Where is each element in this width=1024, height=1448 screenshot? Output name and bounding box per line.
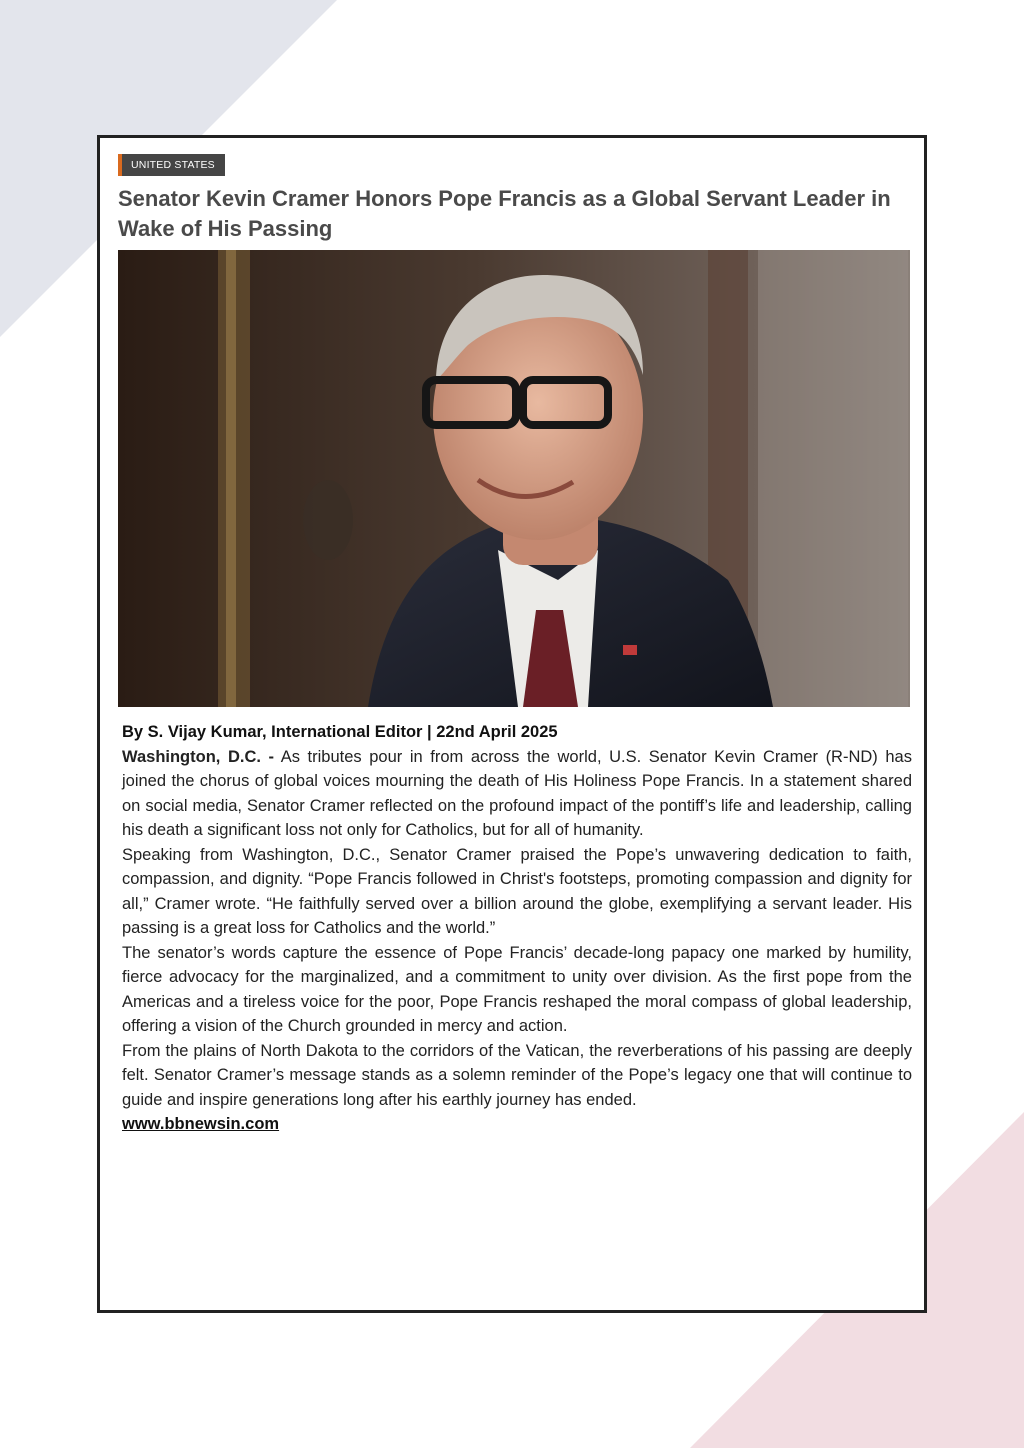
article-paragraph (122, 745, 912, 843)
senator-portrait-photo (118, 250, 910, 707)
article-paragraph: Speaking from Washington, D.C., Senator Cramer praised the Pope’s unwavering dedication to faith, compassion, and dignity. “Pope Francis followed in Christ's footsteps, promoting compassion and dignity for all,” Cramer wrote. “He faithfully served over a billion around the globe, exemplifying a servant leader. His passing is a great loss for Catholics and the world.” (122, 845, 912, 937)
article-paragraph: From the plains of North Dakota to the corridors of the Vatican, the reverberations of his passing are deeply felt. Senator Cramer’s message stands as a solemn reminder of the Pope’s legacy one that will continue to guide and inspire generations long after his earthly journey has ended. (122, 1041, 912, 1109)
headline: Senator Kevin Cramer Honors Pope Francis as a Global Servant Leader in Wake of His Passing (118, 186, 891, 241)
website-link[interactable]: www.bbnewsin.com (122, 1115, 280, 1133)
article-card (97, 135, 927, 1313)
byline: By S. Vijay Kumar, International Editor | 22nd April 2025 (122, 723, 558, 741)
section-tag[interactable]: UNITED STATES (118, 154, 225, 176)
article-body (122, 720, 912, 1137)
dateline: Washington, D.C. - (122, 747, 275, 766)
article-paragraph: The senator’s words capture the essence of Pope Francis’ decade-long papacy one marked by humility, fierce advocacy for the marginalized, and a commitment to unity over division. As the first pope from the Americas and a tireless voice for the poor, Pope Francis reshaped the moral compass of global leadership, offering a vision of the Church grounded in mercy and action. (122, 943, 912, 1035)
paragraph-text: As tributes pour in from across the world, U.S. Senator Kevin Cramer (R-ND) has joined the chorus of global voices mourning the death of His Holiness Pope Francis. In a statement shared on social media, Senator Cramer reflected on the profound impact of the pontiff’s life and leadership, calling his death a significant loss not only for Catholics, but for all of humanity. (122, 747, 912, 839)
